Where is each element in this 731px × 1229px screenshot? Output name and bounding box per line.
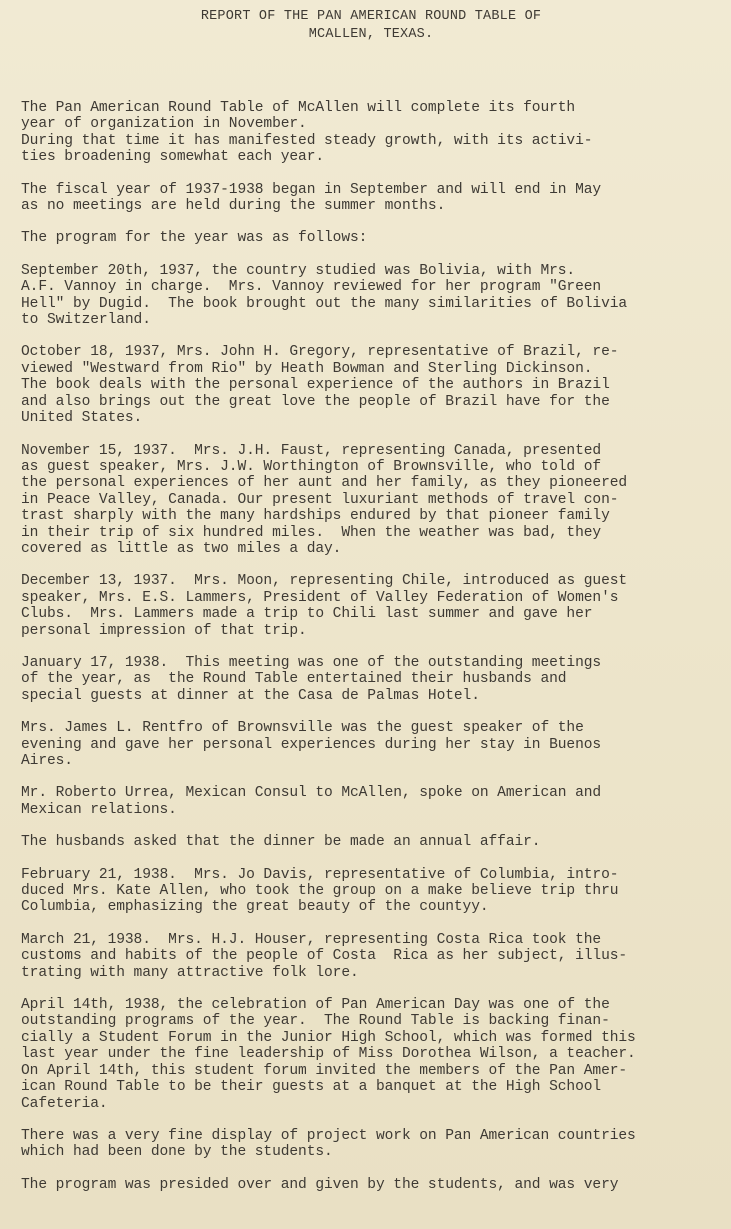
paragraph-september: September 20th, 1937, the country studied was Bolivia, with Mrs. A.F. Vannoy in charge. Mrs. Vannoy reviewed for her program "Green Hell" by Dugid. The book brought out the many similarities of Bolivia to Switzerland. [21,262,628,329]
paragraph-march: March 21, 1938. Mrs. H.J. Houser, representing Costa Rica took the customs and habits of the people of Costa Rica as her subject, illus- trating with many attractive folk lore. [21,931,628,981]
paragraph-november: November 15, 1937. Mrs. J.H. Faust, representing Canada, presented as guest speaker, Mrs. J.W. Worthington of Brownsville, who told of the personal experiences of her aunt and her family, as they pioneered in Peace Valley, Canada. Our present luxuriant methods of travel con- trast sharply with the many hardships endured by that pioneer family in their trip of six hundred miles. When the weather was bad, they covered as little as two miles a day. [21,442,628,557]
paragraph-program-students: The program was presided over and given by the students, and was very [21,1176,619,1193]
paragraph-october: October 18, 1937, Mrs. John H. Gregory, representative of Brazil, re- viewed "Westward from Rio" by Heath Bowman and Sterling Dickinson. The book deals with the personal experience of the authors in Brazil and also brings out the great love the people of Brazil have for the United States. [21,344,619,427]
title-line-2: MCALLEN, TEXAS. [308,27,434,42]
paragraph-april: April 14th, 1938, the celebration of Pan American Day was one of the outstanding programs of the year. The Round Table is backing finan- cially a Student Forum in the Junior High School, which was formed this last year under the fine leadership of Miss Dorothea Wilson, a teacher. On April 14th, this student forum invited the members of the Pan Amer- ican Round Table to be their guests at a banquet at the High School Cafeteria. [21,997,636,1112]
paragraph-january: January 17, 1938. This meeting was one of the outstanding meetings of the year, as the Round Table entertained their husbands and special guests at dinner at the Casa de Palmas Hotel. [21,654,602,704]
document-title [21,8,721,44]
paragraph-husbands: The husbands asked that the dinner be made an annual affair. [21,834,541,851]
title-line-1: REPORT OF THE PAN AMERICAN ROUND TABLE OF [200,9,542,24]
paragraph-display: There was a very fine display of project work on Pan American countries which had been done by the students. [21,1127,636,1161]
paragraph-december: December 13, 1937. Mrs. Moon, representing Chile, introduced as guest speaker, Mrs. E.S. Lammers, President of Valley Federation of Women's Clubs. Mrs. Lammers made a trip to Chili last summer and gave her personal impression of that trip. [21,573,628,639]
paragraph-guest-speaker: Mrs. James L. Rentfro of Brownsville was the guest speaker of the evening and gave her personal experiences during her stay in Buenos Aires. [21,720,602,769]
paragraph-consul: Mr. Roberto Urrea, Mexican Consul to McAllen, spoke on American and Mexican relations. [21,785,602,818]
paragraph-program-intro: The program for the year was as follows: [21,230,368,247]
paragraph-fiscal-year: The fiscal year of 1937-1938 began in September and will end in May as no meetings are held during the summer months. [21,181,602,215]
paragraph-february: February 21, 1938. Mrs. Jo Davis, representative of Columbia, intro- duced Mrs. Kate Allen, who took the group on a make believe trip thru Columbia, emphasizing the great beauty of the countyy. [21,866,619,916]
paragraph-intro: The Pan American Round Table of McAllen will complete its fourth year of organization in November. During that time it has manifested steady growth, with its activi- ties broadening somewhat each year. [21,100,593,166]
